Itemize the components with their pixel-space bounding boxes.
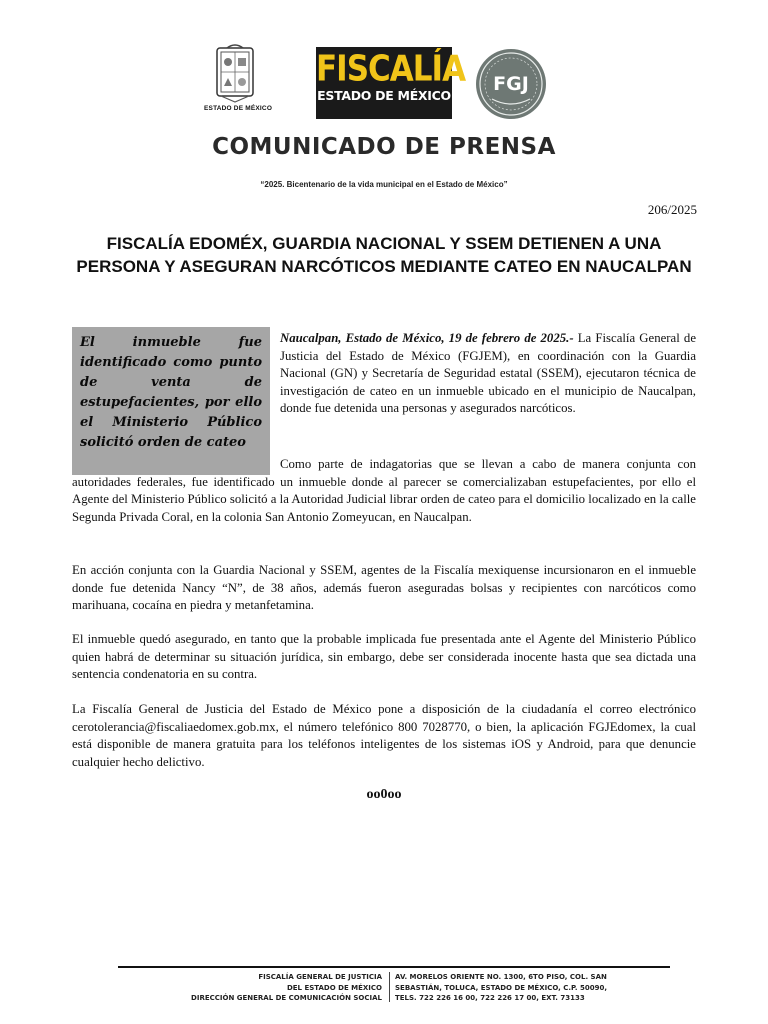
- footer-institution-line-3: DIRECCIÓN GENERAL DE COMUNICACIÓN SOCIAL: [191, 994, 382, 1002]
- fiscalia-logo-word: FISCALÍA: [316, 48, 466, 90]
- footer-address-line-1: AV. MORELOS ORIENTE NO. 1300, 6TO PISO, COL. SAN: [395, 973, 607, 981]
- bulletin-number: 206/2025: [647, 202, 697, 217]
- paragraph-2-text: Como parte de indagatorias que se llevan a cabo de manera conjunta con autoridades federales, fue identificado un inmueble donde al parecer se comercializaban estupefacientes, por ello el Agente del Ministerio Público solicitó a la Autoridad Judicial librar orden de cateo para el domicilio localizado en la calle Segunda Privada Coral, en la colonia San Antonio Zomeyucan, en Naucalpan.: [72, 457, 696, 524]
- page-title: COMUNICADO DE PRENSA: [212, 134, 556, 160]
- footer-institution-line-1: FISCALÍA GENERAL DE JUSTICIA: [258, 973, 382, 981]
- pull-quote-box: [72, 327, 270, 475]
- dateline: Naucalpan, Estado de México, 19 de febrero de 2025.-: [280, 331, 574, 345]
- pull-quote-text: El inmueble fue identificado como punto de venta de estupefacientes, por ello el Ministerio Público solicitó orden de cateo: [80, 335, 262, 450]
- paragraph-1: [280, 330, 696, 418]
- fgj-logo-text: FGJ: [493, 73, 529, 95]
- estado-de-mexico-logo: [204, 44, 273, 120]
- end-separator: oo0oo: [366, 787, 402, 802]
- coat-of-arms-icon: [213, 44, 257, 104]
- headline: FISCALÍA EDOMÉX, GUARDIA NACIONAL Y SSEM DETIENEN A UNA PERSONA Y ASEGURAN NARCÓTICOS MEDIANTE CATEO EN NAUCALPAN: [76, 234, 692, 276]
- paragraph-1-text: La Fiscalía General de Justicia del Estado de México (FGJEM), en coordinación con la Guardia Nacional (GN) y Secretaría de Seguridad estatal (SSEM), ejecutaron técnica de investigación de cateo en un inmueble ubicado en el municipio de Naucalpan, donde fue detenida una personas y asegurados narcóticos.: [280, 331, 696, 415]
- footer-vertical-divider: [389, 972, 390, 1002]
- fgj-seal-logo: [474, 47, 548, 121]
- paragraph-3: [72, 562, 696, 615]
- paragraph-4-text: El inmueble quedó asegurado, en tanto que la probable implicada fue presentada ante el Agente del Ministerio Público quien habrá de determinar su situación jurídica, sin embargo, debe ser considerada inocente hasta que sea dictada una sentencia condenatoria en su contra.: [72, 632, 696, 681]
- footer-institution-line-2: DEL ESTADO DE MÉXICO: [286, 983, 382, 992]
- footer-address-line-2: SEBASTIÁN, TOLUCA, ESTADO DE MÉXICO, C.P. 50090,: [395, 983, 607, 992]
- paragraph-2: [72, 456, 696, 526]
- paragraph-5-text: La Fiscalía General de Justicia del Estado de México pone a disposición de la ciudadanía el correo electrónico cerotolerancia@fiscaliaedomex.gob.mx, el número telefónico 800 7028770, o bien, la aplicación FGJEdomex, la cual está disponible de manera gratuita para los teléfonos inteligentes de los sistemas iOS y Android, para que denuncie cualquier hecho delictivo.: [72, 702, 696, 769]
- logo-row: [0, 44, 768, 120]
- paragraph-4: [72, 631, 696, 684]
- motto: “2025. Bicentenario de la vida municipal en el Estado de México”: [260, 180, 508, 189]
- fiscalia-logo-subtitle: ESTADO DE MÉXICO: [317, 88, 451, 103]
- footer-address-line-3: TELS. 722 226 16 00, 722 226 17 00, EXT. 73133: [395, 994, 585, 1002]
- footer-address: [395, 972, 645, 1004]
- paragraph-5: [72, 701, 696, 771]
- footer-institution: [120, 972, 382, 1004]
- estado-de-mexico-caption: ESTADO DE MÉXICO: [204, 105, 273, 112]
- paragraph-3-text: En acción conjunta con la Guardia Nacional y SSEM, agentes de la Fiscalía mexiquense incursionaron en el inmueble donde fue detenida Nancy “N”, de 38 años, además fueron aseguradas bolsas y recipientes con narcóticos como marihuana, cocaína en piedra y metanfetamina.: [72, 563, 696, 612]
- footer-divider: [118, 966, 670, 968]
- fiscalia-logo: [316, 47, 466, 119]
